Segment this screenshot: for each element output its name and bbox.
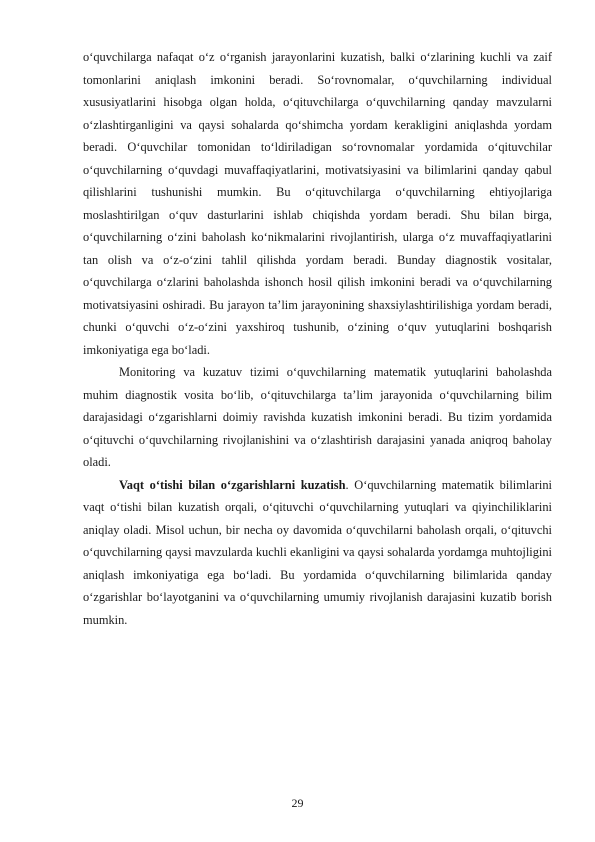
paragraph-heading-bold: Vaqt o‘tishi bilan o‘zgarishlarni kuzatish — [119, 477, 346, 492]
page-number: 29 — [291, 796, 304, 810]
paragraph-tracking-changes — [83, 474, 552, 632]
body-text — [83, 46, 552, 631]
paragraph-continuation: o‘quvchilarga nafaqat o‘z o‘rganish jarayonlarini kuzatish, balki o‘zlarining kuchli va zaif tomonlarini aniqlash imkonini beradi. So‘rovnomalar, o‘quvchilarning individual xususiyatlarini hisobga olgan holda, o‘qituvchilarga o‘quvchilarning qanday mavzularni o‘zlashtirganligini va qaysi sohalarda qo‘shimcha yordam kerakligini aniqlashda yordam beradi. O‘quvchilar tomonidan to‘ldiriladigan so‘rovnomalar yordamida o‘qituvchilar o‘quvchilarning o‘quvdagi muvaffaqiyatlarini, motivatsiyasini va bilimlarini qanday qabul qilishlarini tushunishi mumkin. Bu o‘qituvchilarga o‘quvchilarning ehtiyojlariga moslashtirilgan o‘quv dasturlarini ishlab chiqishda yordam beradi. Shu bilan birga, o‘quvchilarning o‘zini baholash ko‘nikmalarini rivojlantirish, ularga o‘z muvaffaqiyatlarini tan olish va o‘z-o‘zini tahlil qilishda yordam beradi. Bunday diagnostik vositalar, o‘quvchilarga o‘zlarini baholashda ishonch hosil qilish imkonini beradi va o‘quvchilarning motivatsiyasini oshiradi. Bu jarayon ta’lim jarayonining shaxsiylashtirilishiga yordam beradi, chunki o‘quvchi o‘z-o‘zini yaxshiroq tushunib, o‘zining o‘quv yutuqlarini boshqarish imkoniyatiga ega bo‘ladi. — [83, 50, 552, 357]
paragraph-monitoring: Monitoring va kuzatuv tizimi o‘quvchilarning matematik yutuqlarini baholashda muhim diagnostik vosita bo‘lib, o‘qituvchilarga ta’lim jarayonida o‘quvchilarning bilim darajasidagi o‘zgarishlarni doimiy ravishda kuzatish imkonini beradi. Bu tizim yordamida o‘qituvchi o‘quvchilarning rivojlanishini va o‘zlashtirish darajasini yanada aniqroq baholay oladi. — [83, 365, 552, 469]
paragraph-tracking-text: . O‘quvchilarning matematik bilimlarini vaqt o‘tishi bilan kuzatish orqali, o‘qituvchi o‘quvchilarning yutuqlari va qiyinchiliklarini aniqlay oladi. Misol uchun, bir necha oy davomida o‘quvchilarni baholash orqali, o‘qituvchi o‘quvchilarning qaysi mavzularda kuchli ekanligini va qaysi sohalarda yordamga muhtojligini aniqlash imkoniyatiga ega bo‘ladi. Bu yordamida o‘quvchilarning bilimlarida qanday o‘zgarishlar bo‘layotganini va o‘quvchilarning umumiy rivojlanish darajasini kuzatib borish mumkin. — [83, 477, 552, 627]
